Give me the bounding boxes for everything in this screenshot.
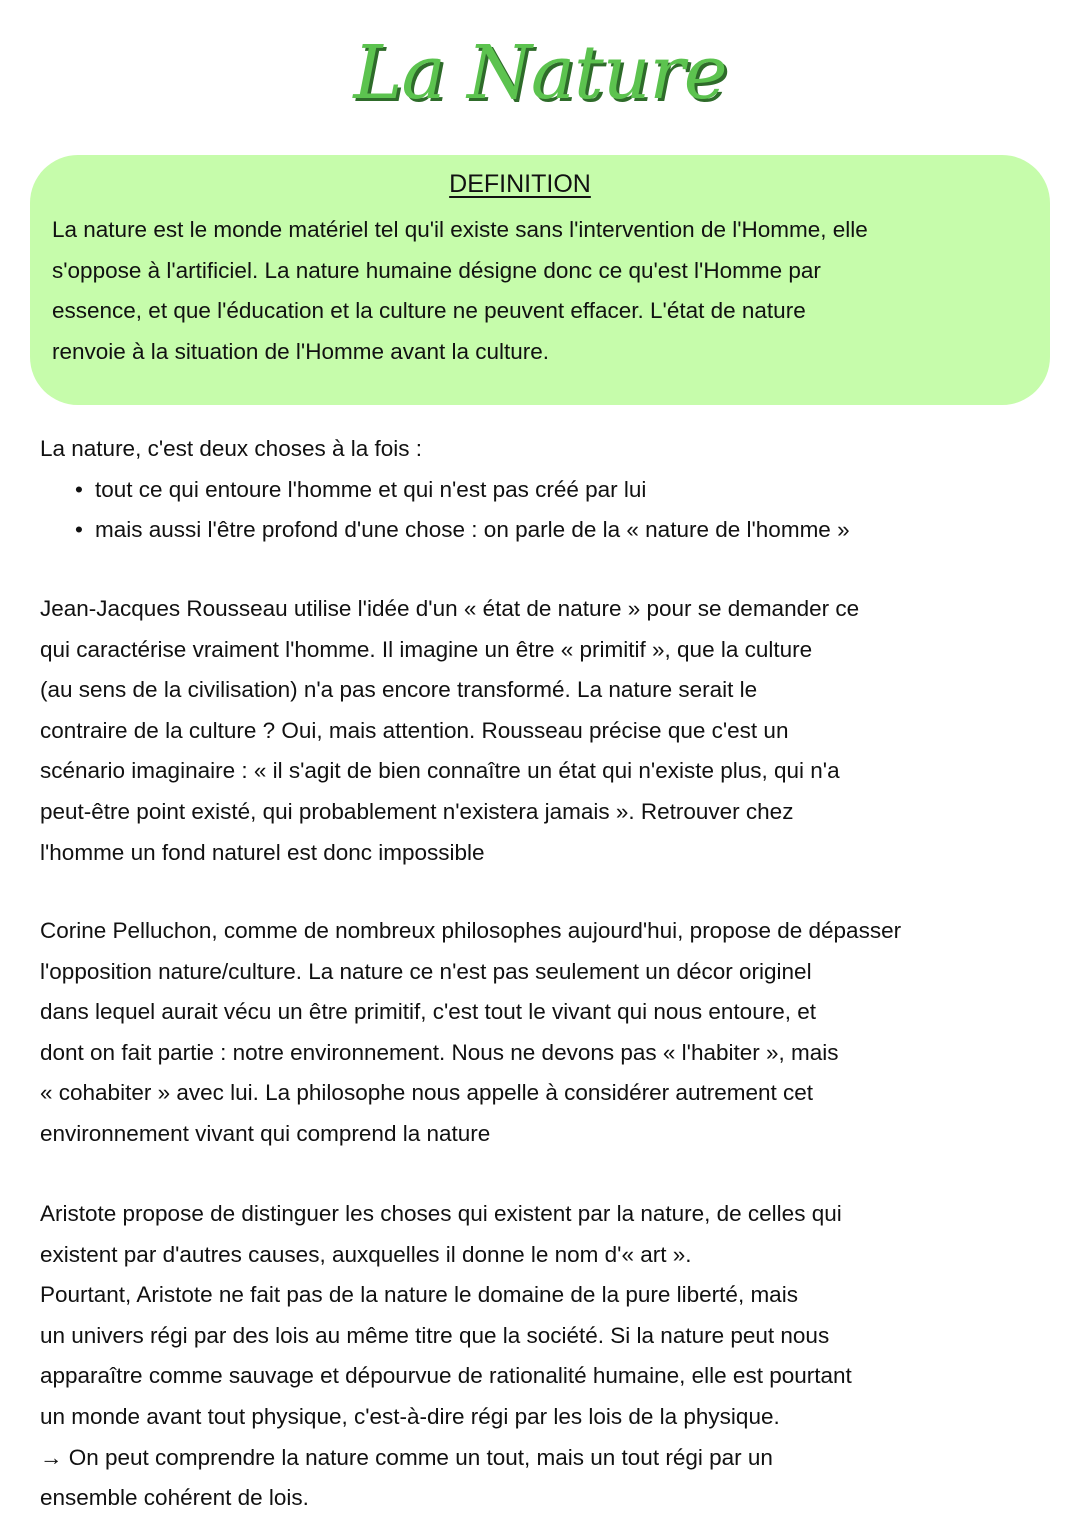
paragraph-line: Corine Pelluchon, comme de nombreux philosophes aujourd'hui, propose de dépasser xyxy=(40,918,902,943)
intro-paragraph xyxy=(40,429,850,551)
paragraph-line: qui caractérise vraiment l'homme. Il imagine un être « primitif », que la culture xyxy=(40,636,813,662)
definition-text xyxy=(52,210,868,372)
bullet-item: • tout ce qui entoure l'homme et qui n'est pas créé par lui xyxy=(40,470,850,511)
paragraph-line: (au sens de la civilisation) n'a pas encore transformé. La nature serait le xyxy=(40,677,758,703)
paragraph-line: dont on fait partie : notre environnement. Nous ne devons pas « l'habiter », mais xyxy=(40,1039,839,1065)
bullet-item: • mais aussi l'être profond d'une chose : on parle de la « nature de l'homme » xyxy=(40,510,850,551)
paragraph-line: l'homme un fond naturel est donc impossible xyxy=(40,839,485,865)
paragraph-line: dans lequel aurait vécu un être primitif, c'est tout le vivant qui nous entoure, et xyxy=(40,999,816,1025)
page-title: La Nature xyxy=(353,30,727,116)
definition-line: La nature est le monde matériel tel qu'il existe sans l'intervention de l'Homme, elle xyxy=(52,217,868,242)
paragraph-line: Jean-Jacques Rousseau utilise l'idée d'un « état de nature » pour se demander ce xyxy=(40,596,860,621)
paragraph-line: l'opposition nature/culture. La nature ce n'est pas seulement un décor originel xyxy=(40,958,812,984)
definition-line: renvoie à la situation de l'Homme avant la culture. xyxy=(52,338,550,364)
definition-line: s'oppose à l'artificiel. La nature humaine désigne donc ce qu'est l'Homme par xyxy=(52,257,821,283)
paragraph-line: ensemble cohérent de lois. xyxy=(40,1485,309,1511)
definition-line: essence, et que l'éducation et la culture ne peuvent effacer. L'état de nature xyxy=(52,298,806,324)
paragraph-line: existent par d'autres causes, auxquelles il donne le nom d'« art ». xyxy=(40,1241,692,1267)
intro-lead: La nature, c'est deux choses à la fois : xyxy=(40,436,423,461)
definition-heading: DEFINITION xyxy=(449,170,591,198)
paragraph-line: Pourtant, Aristote ne fait pas de la nature le domaine de la pure liberté, mais xyxy=(40,1282,798,1308)
aristote-paragraph xyxy=(40,1194,852,1519)
paragraph-line: contraire de la culture ? Oui, mais attention. Rousseau précise que c'est un xyxy=(40,717,789,743)
paragraph-line: « cohabiter » avec lui. La philosophe nous appelle à considérer autrement cet xyxy=(40,1080,813,1106)
paragraph-line: un univers régi par des lois au même titre que la société. Si la nature peut nous xyxy=(40,1322,830,1348)
rousseau-paragraph xyxy=(40,589,859,873)
paragraph-line: apparaître comme sauvage et dépourvue de rationalité humaine, elle est pourtant xyxy=(40,1363,852,1389)
paragraph-line: Aristote propose de distinguer les choses qui existent par la nature, de celles qui xyxy=(40,1201,842,1226)
paragraph-line: environnement vivant qui comprend la nature xyxy=(40,1120,491,1146)
paragraph-line: → On peut comprendre la nature comme un tout, mais un tout régi par un xyxy=(40,1444,773,1470)
paragraph-line: un monde avant tout physique, c'est-à-dire régi par les lois de la physique. xyxy=(40,1403,780,1429)
paragraph-line: scénario imaginaire : « il s'agit de bien connaître un état qui n'existe plus, qui n'a xyxy=(40,758,840,784)
paragraph-line: peut-être point existé, qui probablement n'existera jamais ». Retrouver chez xyxy=(40,798,794,824)
pelluchon-paragraph xyxy=(40,911,901,1155)
